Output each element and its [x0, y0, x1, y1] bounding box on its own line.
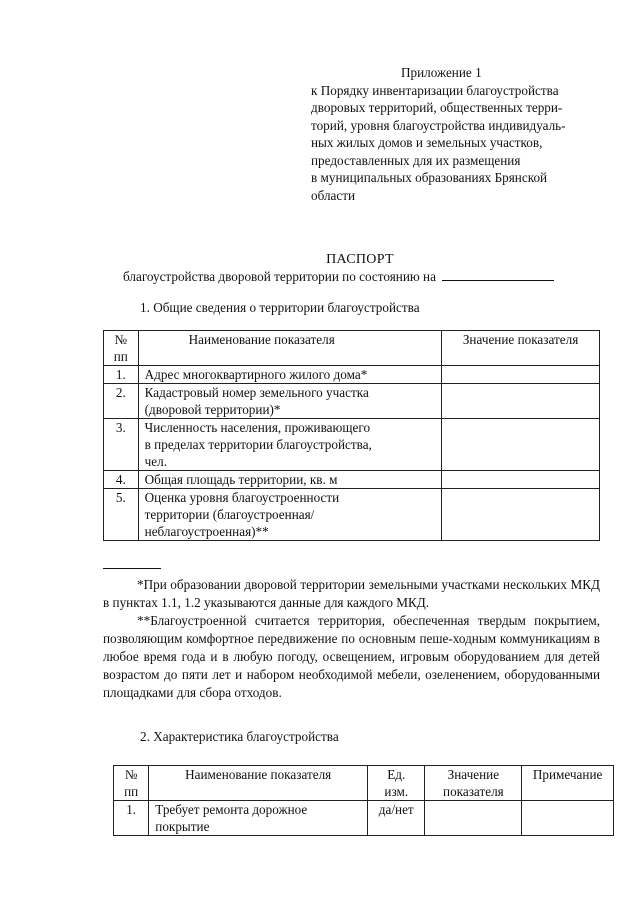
- header-number: № пп: [114, 766, 149, 801]
- row-number: 5.: [104, 489, 139, 541]
- table-row: [104, 471, 600, 489]
- row-note: [522, 801, 614, 836]
- appendix-line: к Порядку инвентаризации благоустройства: [311, 82, 559, 98]
- row-number: 1.: [104, 366, 139, 384]
- document-title: ПАСПОРТ: [326, 252, 394, 267]
- footnote-2: **Благоустроенной считается территория, обеспеченная твердым покрытием, позволяющим комфортное передвижение по основным пеше-ходным коммуникациям в любое время года и в любую погоду, освещением, игровым оборудованием для детей возрастом до пяти лет и набором необходимой мебели, озеленением, оборудованными площадками для сбора отходов.: [103, 613, 600, 700]
- row-value: [442, 384, 600, 419]
- date-blank-line: [442, 268, 554, 281]
- table-row: [104, 384, 600, 419]
- row-number: 2.: [104, 384, 139, 419]
- appendix-title: Приложение 1: [401, 65, 482, 80]
- row-value: [442, 471, 600, 489]
- footnote-1: *При образовании дворовой территории земельными участками нескольких МКД в пунктах 1.1, 1.2 указываются данные для каждого МКД.: [103, 577, 600, 610]
- header-indicator-value: Значение показателя: [442, 331, 600, 366]
- appendix-line: дворовых территорий, общественных терри-: [311, 100, 563, 115]
- row-number: 3.: [104, 419, 139, 471]
- row-value: [425, 801, 522, 836]
- table-row: [114, 801, 614, 836]
- row-number: 1.: [114, 801, 149, 836]
- appendix-line: области: [311, 187, 356, 203]
- appendix-block: [311, 64, 611, 204]
- table-header-row: [114, 766, 614, 801]
- header-unit: Ед. изм.: [368, 766, 425, 801]
- table-row: [104, 489, 600, 541]
- header-indicator-name: Наименование показателя: [149, 766, 368, 801]
- row-value: [442, 366, 600, 384]
- header-number: № пп: [104, 331, 139, 366]
- header-indicator-value: Значение показателя: [425, 766, 522, 801]
- header-indicator-name: Наименование показателя: [138, 331, 441, 366]
- section2-heading: 2. Характеристика благоустройства: [140, 729, 339, 744]
- document-subtitle: [123, 268, 554, 285]
- row-unit: да/нет: [368, 801, 425, 836]
- header-note: Примечание: [522, 766, 614, 801]
- section1-heading: 1. Общие сведения о территории благоустройства: [140, 300, 420, 315]
- appendix-line: ных жилых домов и земельных участков,: [311, 135, 543, 150]
- appendix-line: в муниципальных образованиях Брянской: [311, 170, 548, 185]
- row-name: Оценка уровня благоустроенности территории (благоустроенная/ неблагоустроенная)**: [138, 489, 441, 541]
- row-name: Численность населения, проживающего в пределах территории благоустройства, чел.: [138, 419, 441, 471]
- appendix-line: торий, уровня благоустройства индивидуаль-: [311, 117, 566, 133]
- footnotes: [103, 576, 600, 702]
- row-name: Требует ремонта дорожное покрытие: [149, 801, 368, 836]
- row-name: Адрес многоквартирного жилого дома*: [138, 366, 441, 384]
- appendix-line: предоставленных для их размещения: [311, 152, 521, 168]
- row-number: 4.: [104, 471, 139, 489]
- improvement-characteristics-table: [113, 765, 614, 836]
- general-info-table: [103, 330, 600, 541]
- document-subtitle-text: благоустройства дворовой территории по состоянию на: [123, 269, 436, 284]
- table-header-row: [104, 331, 600, 366]
- row-value: [442, 419, 600, 471]
- row-name: Кадастровый номер земельного участка (дворовой территории)*: [138, 384, 441, 419]
- table-row: [104, 419, 600, 471]
- table-row: [104, 366, 600, 384]
- row-value: [442, 489, 600, 541]
- footnote-divider: [103, 568, 161, 569]
- row-name: Общая площадь территории, кв. м: [138, 471, 441, 489]
